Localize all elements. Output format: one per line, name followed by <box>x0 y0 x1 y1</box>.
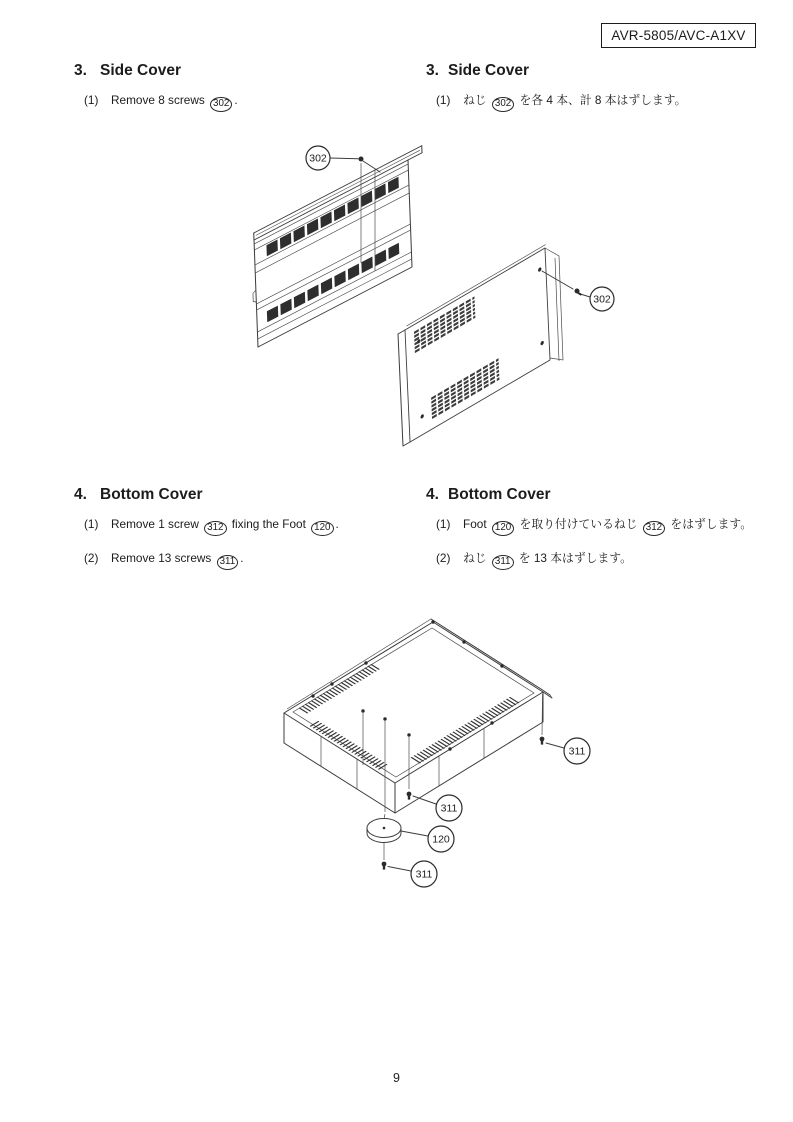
section-bottom-cover-ja <box>426 485 786 585</box>
step-text <box>111 551 244 570</box>
step-text-segment: . <box>234 93 238 107</box>
part-number-callout: 120 <box>492 521 514 536</box>
part-number-callout: 311 <box>492 555 514 570</box>
part-number-callout: 120 <box>311 521 333 536</box>
instruction-step <box>84 517 434 536</box>
instruction-step <box>84 93 434 112</box>
step-text <box>111 517 339 536</box>
callout-label: 120 <box>432 833 450 846</box>
step-text <box>463 551 632 570</box>
step-text-segment: ねじ <box>463 93 490 107</box>
section-heading <box>74 485 434 504</box>
section-heading <box>74 61 434 80</box>
callout-label: 302 <box>309 152 327 165</box>
step-number: (2) <box>84 551 99 565</box>
step-text-segment: . <box>240 551 244 565</box>
step-text <box>463 93 686 112</box>
step-text-segment: Remove 8 screws <box>111 93 209 107</box>
step-text-segment: Remove 1 screw <box>111 517 203 531</box>
vent-slots-far-edge <box>299 664 379 713</box>
step-text <box>111 93 238 112</box>
step-number: (1) <box>84 93 99 107</box>
step-number: (1) <box>436 517 451 531</box>
foot-part <box>367 814 454 852</box>
step-text-segment: を各 4 本、計 8 本はずします。 <box>516 93 687 107</box>
side-cover-left-panel <box>251 146 426 349</box>
instruction-step <box>436 517 786 536</box>
callout-label: 311 <box>568 745 586 758</box>
part-number-callout: 311 <box>217 555 239 570</box>
section-heading <box>426 61 786 80</box>
part-callout-311-middle <box>407 792 462 821</box>
instruction-step <box>436 93 786 112</box>
instruction-step <box>436 551 786 570</box>
step-text-segment: Remove 13 screws <box>111 551 215 565</box>
section-title: Side Cover <box>100 62 181 79</box>
part-callout-302-top <box>306 146 380 172</box>
figure-side-cover <box>230 130 630 460</box>
part-callout-311-bottom <box>382 843 437 887</box>
step-text-segment: を取り付けているねじ <box>516 517 641 531</box>
part-number-callout: 312 <box>204 521 226 536</box>
model-label-box <box>601 23 756 48</box>
section-side-cover-ja <box>426 61 786 127</box>
vent-slots-near-edge <box>411 697 519 763</box>
part-number-callout: 302 <box>210 97 232 112</box>
part-callout-311-right <box>540 694 590 764</box>
section-number: 4. <box>426 486 439 503</box>
section-title: Side Cover <box>448 62 529 79</box>
figure-bottom-cover <box>270 615 600 905</box>
section-number: 3. <box>74 62 87 79</box>
step-number: (1) <box>84 517 99 531</box>
step-text <box>463 517 752 536</box>
section-bottom-cover-en <box>74 485 434 585</box>
part-number-callout: 302 <box>492 97 514 112</box>
bottom-cover-diagram <box>270 615 600 905</box>
section-title: Bottom Cover <box>448 486 551 503</box>
vent-grille-upper <box>414 298 475 352</box>
bottom-cover-tray <box>284 619 552 813</box>
section-side-cover-en <box>74 61 434 127</box>
model-label: AVR-5805/AVC-A1XV <box>611 28 746 43</box>
section-number: 4. <box>74 486 87 503</box>
step-text-segment: をはずします。 <box>667 517 753 531</box>
step-text-segment: . <box>335 517 339 531</box>
step-number: (2) <box>436 551 451 565</box>
section-title: Bottom Cover <box>100 486 203 503</box>
section-heading <box>426 485 786 504</box>
vent-slots-left-edge <box>310 721 387 769</box>
part-callout-302-right <box>542 271 614 311</box>
instruction-step <box>84 551 434 570</box>
callout-label: 302 <box>593 293 611 306</box>
section-number: 3. <box>426 62 439 79</box>
step-text-segment: Foot <box>463 517 490 531</box>
part-number-callout: 312 <box>643 521 665 536</box>
callout-label: 311 <box>440 802 458 815</box>
page-number: 9 <box>393 1071 400 1085</box>
callout-label: 311 <box>415 868 433 881</box>
step-text-segment: ねじ <box>463 551 490 565</box>
side-cover-diagram <box>230 130 630 460</box>
step-text-segment: fixing the Foot <box>228 517 310 531</box>
step-text-segment: を 13 本はずします。 <box>515 551 632 565</box>
side-cover-right-panel <box>398 245 563 446</box>
step-number: (1) <box>436 93 451 107</box>
vent-grille-lower <box>431 359 499 417</box>
